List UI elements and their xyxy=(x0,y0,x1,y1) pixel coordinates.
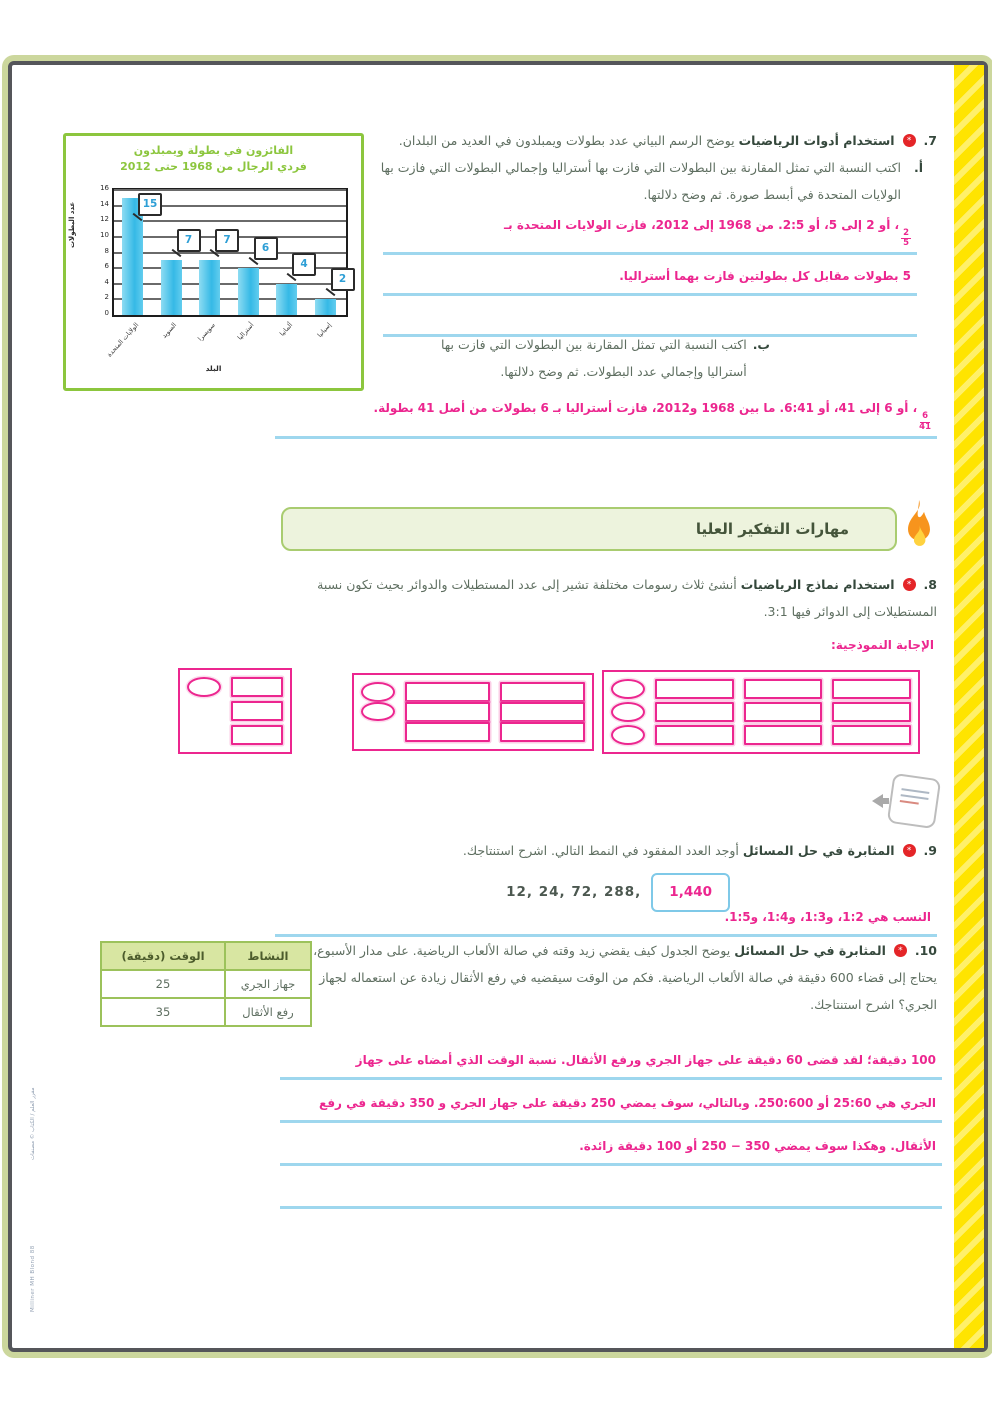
gridline xyxy=(114,283,346,285)
spine-text-bottom: Milliner MH Blond 88 xyxy=(30,1245,36,1312)
question-9-leadin: المثابرة في حل المسائل xyxy=(742,843,895,858)
oval-shape xyxy=(611,725,645,745)
flame-icon xyxy=(898,500,940,554)
part-b-marker: ب. xyxy=(752,337,770,352)
ratio-diagram-3-1[interactable] xyxy=(178,668,292,754)
y-tick-label: 0 xyxy=(104,309,109,317)
rectangle-shape xyxy=(744,725,823,745)
chart-bar xyxy=(199,260,220,315)
wimbledon-bar-chart xyxy=(63,133,364,391)
rectangle-shape xyxy=(500,682,585,702)
margin-note-icon xyxy=(872,772,950,834)
gridline xyxy=(114,220,346,222)
y-tick-label: 6 xyxy=(104,262,109,271)
spine-text-top: مقرر العلم / الكتاب © مصنفات xyxy=(30,1087,36,1160)
rectangle-shape xyxy=(655,702,734,722)
x-tick-label: السويد xyxy=(160,321,179,340)
oval-shape xyxy=(187,677,221,697)
answer-line[interactable]: $\frac{6}{41}$ ، أو 6 إلى 41، أو 6:41. ما بين 1968 و2012، فازت أستراليا بـ 6 بطولات من أصل 41 بطولة. xyxy=(275,396,937,439)
standard-badge-icon xyxy=(903,578,916,591)
table-cell: 25 xyxy=(101,970,225,998)
higher-order-thinking-header xyxy=(281,507,897,551)
question-7-intro xyxy=(375,128,937,155)
note-card-icon xyxy=(887,773,941,829)
question-7a xyxy=(375,155,923,209)
part-b-text: اكتب النسبة التي تمثل المقارنة بين البطولات التي فازت بها أستراليا وإجمالي عدد البطولات. ثم وضح دلالتها. xyxy=(440,337,747,379)
chart-bar xyxy=(238,268,259,315)
chart-bar xyxy=(161,260,182,315)
fraction-2-5: $\frac{2}{5}$ xyxy=(903,227,909,249)
table-cell: جهاز الجري xyxy=(225,970,311,998)
rectangle-shape xyxy=(832,725,911,745)
standard-badge-icon xyxy=(903,134,916,147)
question-8-number: 8. xyxy=(923,577,937,592)
rectangle-shape xyxy=(231,701,283,721)
sample-answer-label: الإجابة النموذجية: xyxy=(830,638,934,652)
answer-7a[interactable] xyxy=(383,213,917,338)
oval-shape xyxy=(611,679,645,699)
data-label-callout: 7 xyxy=(177,229,201,252)
y-tick-label: 4 xyxy=(104,277,109,286)
question-9-text: أوجد العدد المفقود في النمط التالي. اشرح استنتاجك. xyxy=(462,843,739,858)
gridline xyxy=(114,298,346,300)
data-label-callout: 2 xyxy=(331,268,355,291)
rectangle-shape xyxy=(832,702,911,722)
data-label-callout: 7 xyxy=(215,229,239,252)
y-tick-label: 10 xyxy=(100,230,109,239)
chart-bar xyxy=(315,299,336,315)
rectangle-shape xyxy=(405,702,490,722)
ratio-diagram-6-2[interactable] xyxy=(352,673,594,751)
answer-line[interactable]: $\frac{2}{5}$ ، أو 2 إلى 5، أو 2:5. من 1968 إلى 2012، فازت الولايات المتحدة بـ xyxy=(383,213,917,256)
sequence-numbers: 12, 24, 72, 288, xyxy=(506,883,642,900)
question-7 xyxy=(375,128,937,337)
rectangle-shape xyxy=(405,682,490,702)
part-a-marker: أ. xyxy=(913,159,923,175)
x-tick-label: الولايات المتحدة xyxy=(104,321,140,359)
chart-plot-area xyxy=(112,188,348,317)
answer-line[interactable]: الجري هي 25:60 أو 250:600. وبالتالي، سوف يمضي 250 دقيقة على جهاز الجري و 350 دقيقة في رفع xyxy=(280,1091,942,1123)
oval-shape xyxy=(611,702,645,722)
rectangle-shape xyxy=(744,702,823,722)
data-label-callout: 15 xyxy=(138,193,162,216)
x-tick-label: سويسرا xyxy=(196,321,217,343)
data-label-callout: 6 xyxy=(254,237,278,260)
rectangle-shape xyxy=(655,725,734,745)
question-10 xyxy=(305,938,937,1019)
question-7-leadin: استخدام أدوات الرياضيات xyxy=(738,133,895,148)
question-10-leadin: المثابرة في حل المسائل xyxy=(734,943,886,958)
answer-line[interactable]: 5 بطولات مقابل كل بطولتين فازت بهما أستراليا. xyxy=(383,264,917,296)
ratio-diagram-9-3[interactable] xyxy=(602,670,920,754)
table-header: النشاط xyxy=(225,942,311,970)
question-7b xyxy=(398,332,770,386)
rectangle-shape xyxy=(500,722,585,742)
hots-title: مهارات التفكير العليا xyxy=(695,520,849,538)
rectangle-shape xyxy=(405,722,490,742)
chart-title: الفائزون في بطولة ويمبلدون فردي الرجال من 1968 حتى 2012 xyxy=(120,144,307,173)
rectangle-shape xyxy=(655,679,734,699)
standard-badge-icon xyxy=(894,944,907,957)
answer-line[interactable]: النسب هي 1:2، و1:3، و1:4، و1:5. xyxy=(275,905,937,937)
question-7-text: يوضح الرسم البياني عدد بطولات ويمبلدون في العديد من البلدان. xyxy=(398,133,735,148)
standard-badge-icon xyxy=(903,844,916,857)
y-tick-label: 8 xyxy=(104,246,109,255)
rectangle-shape xyxy=(231,677,283,697)
question-8 xyxy=(297,572,937,626)
x-tick-label: ألمانيا xyxy=(277,321,294,338)
table-cell: رفع الأثقال xyxy=(225,998,311,1026)
answer-line-empty[interactable] xyxy=(280,1177,942,1209)
question-8-leadin: استخدام نماذج الرياضيات xyxy=(740,577,895,592)
question-9 xyxy=(289,838,937,912)
question-10-number: 10. xyxy=(914,943,937,958)
rectangle-shape xyxy=(500,702,585,722)
gridline xyxy=(114,189,346,191)
question-9-number: 9. xyxy=(923,843,937,858)
question-10-text: يوضح الجدول كيف يقضي زيد وقته في صالة الألعاب الرياضية. على مدار الأسبوع، يحتاج إلى قضاء 600 دقيقة في صالة الألعاب الرياضية. فكم من الوقت سيقضيه في رفع الأثقال زيادة عن استعماله لجهاز الجري؟ اشرح استنتاجك. xyxy=(313,943,937,1012)
question-8-text: أنشئ ثلاث رسومات مختلفة تشير إلى عدد المستطيلات والدوائر بحيث تكون نسبة المستطيلات إلى الدوائر فيها 3:1. xyxy=(317,577,937,619)
oval-shape xyxy=(361,682,395,702)
chart-x-axis-title: البلد xyxy=(205,364,222,373)
chart-bar xyxy=(276,284,297,315)
part-a-text: اكتب النسبة التي تمثل المقارنة بين البطولات التي فازت بها أستراليا وإجمالي البطولات التي فازت بها الولايات المتحدة في أبسط صورة. ثم وضح دلالتها. xyxy=(380,159,901,202)
rectangle-shape xyxy=(744,679,823,699)
answer-10[interactable] xyxy=(280,1048,942,1220)
answer-line[interactable]: 100 دقيقة؛ لقد قضى 60 دقيقة على جهاز الجري ورفع الأثقال. نسبة الوقت الذي أمضاه على جهاز xyxy=(280,1048,942,1080)
answer-line[interactable]: الأثقال. وهكذا سوف يمضي 350 − 250 أو 100 دقيقة زائدة. xyxy=(280,1134,942,1166)
rectangle-shape xyxy=(832,679,911,699)
gym-time-table xyxy=(100,941,312,1027)
answer-7b[interactable] xyxy=(275,396,937,439)
rectangle-shape xyxy=(231,725,283,745)
oval-shape xyxy=(361,702,395,722)
x-tick-label: إسبانيا xyxy=(315,321,333,339)
answer-9[interactable] xyxy=(275,905,937,937)
missing-number-box[interactable]: 1,440 xyxy=(651,873,730,912)
table-header: الوقت (دقيقة) xyxy=(101,942,225,970)
y-tick-label: 16 xyxy=(100,184,109,192)
table-cell: 35 xyxy=(101,998,225,1026)
y-tick-label: 2 xyxy=(104,293,109,302)
data-label-callout: 4 xyxy=(292,253,316,276)
fraction-6-41: $\frac{6}{41}$ xyxy=(919,411,931,432)
x-tick-label: أستراليا xyxy=(235,321,256,342)
table-row xyxy=(101,998,311,1026)
table-row xyxy=(101,970,311,998)
y-tick-label: 14 xyxy=(100,199,109,208)
chart-y-axis-title: عدد البطولات xyxy=(68,201,76,248)
question-7-number: 7. xyxy=(923,133,937,148)
y-tick-label: 12 xyxy=(100,215,109,224)
